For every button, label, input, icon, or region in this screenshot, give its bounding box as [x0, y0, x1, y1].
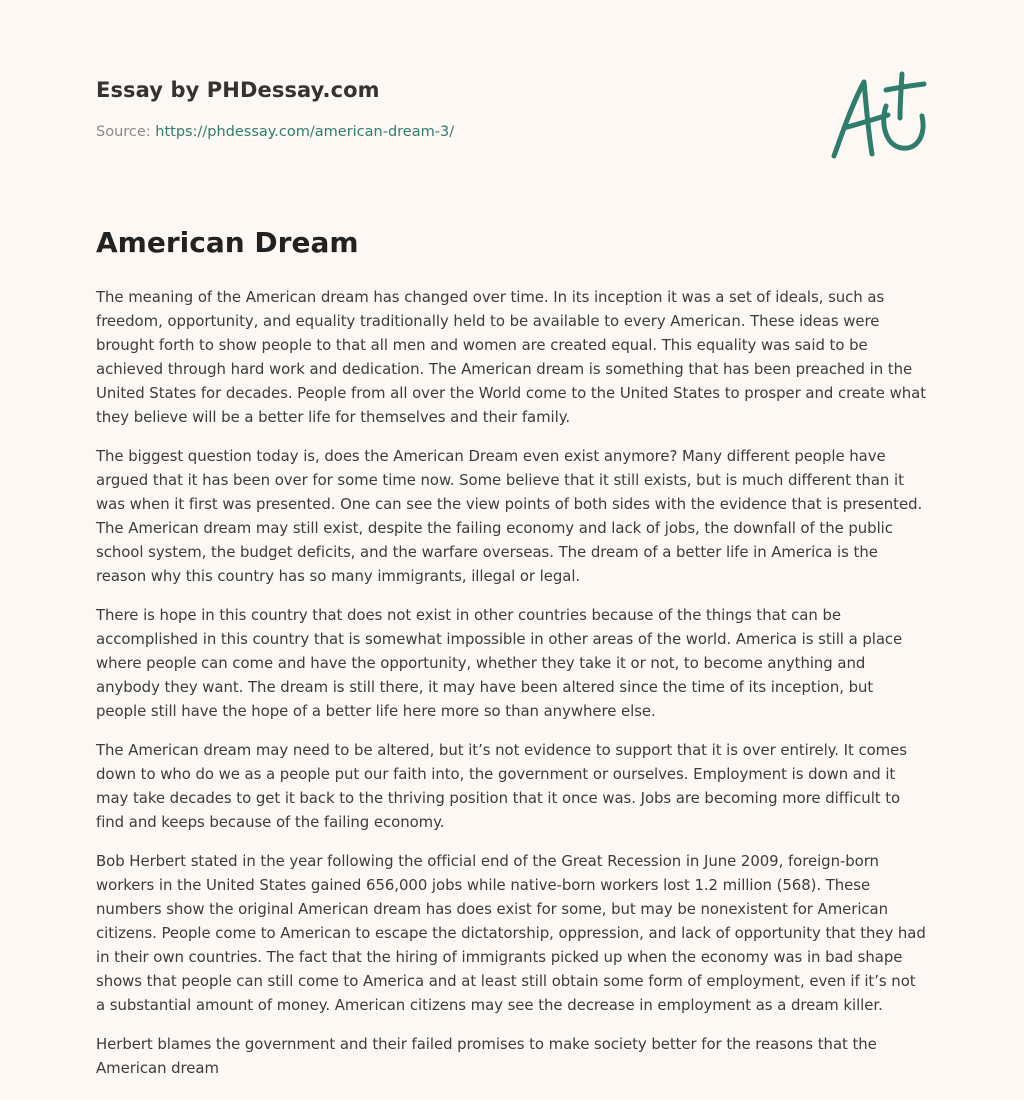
essay-paragraph: The biggest question today is, does the American Dream even exist anymore? Many different people have argued that it has been over for some time now. Some believe that it still exists, but is much different than it was when it first was presented. One can see the view points of both sides with the evidence that is presented. The American dream may still exist, despite the failing economy and lack of jobs, the downfall of the public school system, the budget deficits, and the warfare overseas. The dream of a better life in America is the reason why this country has so many immigrants, illegal or legal.: [96, 447, 923, 585]
essay-paragraph: There is hope in this country that does not exist in other countries because of the things that can be accomplished in this country that is somewhat impossible in other areas of the world. America is still a place where people can come and have the opportunity, whether they take it or not, to become anything and anybody they want. The dream is still there, it may have been altered since the time of its inception, but people still have the hope of a better life here more so than anywhere else.: [96, 606, 903, 720]
source-label: Source:: [96, 124, 156, 140]
essay-paragraph: The meaning of the American dream has changed over time. In its inception it was a set of ideals, such as freedom, opportunity, and equality traditionally held to be available to every American. These ideas were brought forth to show people to that all men and women are created equal. This equality was said to be achieved through hard work and dedication. The American dream is something that has been preached in the United States for decades. People from all over the World come to the United States to prosper and create what they believe will be a better life for themselves and their family.: [96, 288, 926, 426]
essay-body: [96, 285, 928, 1095]
essay-title: American Dream: [96, 226, 359, 259]
site-header: [96, 74, 928, 174]
essay-paragraph: The American dream may need to be altered, but it’s not evidence to support that it is over entirely. It comes down to who do we as a people put our faith into, the government or ourselves. Employment is down and it may take decades to get it back to the thriving position that it once was. Jobs are becoming more difficult to find and keeps because of the failing economy.: [96, 741, 907, 831]
a-plus-logo-icon: [828, 68, 928, 162]
source-link[interactable]: https://phdessay.com/american-dream-3/: [155, 124, 455, 140]
source-line: [96, 124, 454, 140]
essay-paragraph: Bob Herbert stated in the year following the official end of the Great Recession in June 2009, foreign-born workers in the United States gained 656,000 jobs while native-born workers lost 1.2 million (568). These numbers show the original American dream has does exist for some, but may be nonexistent for American citizens. People come to American to escape the dictatorship, oppression, and lack of opportunity that they had in their own countries. The fact that the hiring of immigrants picked up when the economy was in bad shape shows that people can still come to America and at least still obtain some form of employment, even if it’s not a substantial amount of money. American citizens may see the decrease in employment as a dream killer.: [96, 852, 926, 1014]
essay-paragraph: Herbert blames the government and their failed promises to make society better for the reasons that the American dream: [96, 1035, 877, 1077]
brand-title: Essay by PHDessay.com: [96, 78, 380, 102]
